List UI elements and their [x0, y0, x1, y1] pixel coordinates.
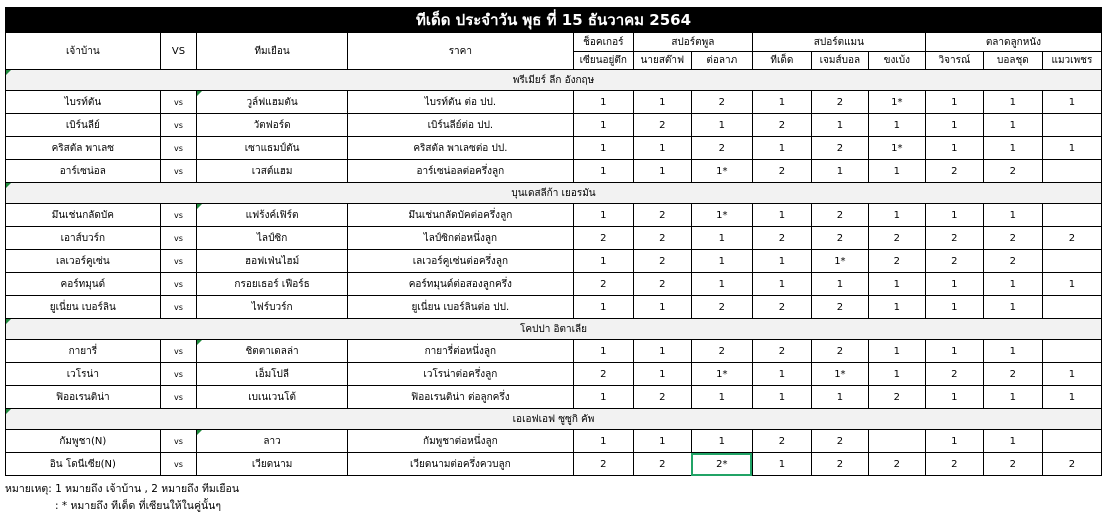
pick-cell[interactable]: 1: [752, 363, 811, 386]
away-team-cell[interactable]: เบเนเวนโต้: [197, 386, 348, 409]
pick-cell[interactable]: 1: [925, 91, 983, 114]
handicap-price-cell[interactable]: กัมพูชาต่อหนึ่งลูก: [347, 430, 573, 453]
pick-cell[interactable]: 1: [868, 273, 925, 296]
pick-cell[interactable]: 2: [752, 296, 811, 319]
pick-cell[interactable]: 2: [752, 114, 811, 137]
pick-cell[interactable]: 1: [691, 386, 752, 409]
header-tipster[interactable]: แมวเพชร: [1042, 52, 1101, 70]
away-team-cell[interactable]: เอ็มโปลี: [197, 363, 348, 386]
match-row: [6, 250, 1102, 273]
home-team-cell[interactable]: เอาส์บวร์ก: [6, 227, 161, 250]
away-team-cell[interactable]: ฮอฟเฟ่นไฮม์: [197, 250, 348, 273]
pick-cell[interactable]: 1: [752, 453, 811, 476]
home-team-cell[interactable]: กัมพูชา(N): [6, 430, 161, 453]
note-line-2[interactable]: : * หมายถึง ทีเด็ด ที่เซียนให้ในคู่นั้นๆ: [55, 500, 222, 512]
home-team-cell[interactable]: อิน โดนีเซีย(N): [6, 453, 161, 476]
pick-cell[interactable]: 2: [573, 363, 633, 386]
pick-cell[interactable]: 1: [811, 386, 868, 409]
pick-cell[interactable]: 1: [983, 386, 1042, 409]
pick-cell[interactable]: 1: [1042, 363, 1101, 386]
pick-cell[interactable]: 2: [1042, 453, 1101, 476]
away-team-cell[interactable]: ไลป์ซิก: [197, 227, 348, 250]
pick-cell[interactable]: 1: [1042, 91, 1101, 114]
pick-cell[interactable]: 2: [691, 91, 752, 114]
pick-cell[interactable]: 2: [633, 453, 691, 476]
pick-cell[interactable]: 1: [573, 386, 633, 409]
pick-cell[interactable]: 1*: [691, 363, 752, 386]
pick-cell[interactable]: 2: [868, 227, 925, 250]
home-team-cell[interactable]: คอร์ทมุนด์: [6, 273, 161, 296]
league-name[interactable]: บุนเดสลีก้า เยอรมัน: [6, 183, 1102, 204]
pick-cell[interactable]: 2: [868, 453, 925, 476]
pick-cell[interactable]: 2: [925, 227, 983, 250]
pick-cell[interactable]: 1*: [811, 250, 868, 273]
vs-cell[interactable]: vs: [160, 250, 197, 273]
pick-cell[interactable]: 1: [691, 114, 752, 137]
handicap-price-cell[interactable]: มึนเช่นกลัดบัคต่อครึ่งลูก: [347, 204, 573, 227]
pick-cell[interactable]: [1042, 430, 1101, 453]
tips-table: [5, 7, 1102, 476]
home-team-cell[interactable]: มึนเช่นกลัดบัค: [6, 204, 161, 227]
header-tipster[interactable]: ต่อลาภ: [691, 52, 752, 70]
away-team-cell[interactable]: ลาว: [197, 430, 348, 453]
pick-cell[interactable]: [1042, 340, 1101, 363]
pick-cell[interactable]: 1: [752, 91, 811, 114]
pick-cell[interactable]: 1: [925, 296, 983, 319]
league-name[interactable]: โคปปา อิตาเลีย: [6, 319, 1102, 340]
league-row: [6, 319, 1102, 340]
vs-cell[interactable]: vs: [160, 340, 197, 363]
home-team-cell[interactable]: คริสตัล พาเลซ: [6, 137, 161, 160]
match-row: [6, 386, 1102, 409]
pick-cell[interactable]: 2: [983, 363, 1042, 386]
pick-cell[interactable]: 2: [752, 340, 811, 363]
pick-cell[interactable]: 1: [633, 160, 691, 183]
pick-cell[interactable]: 2: [811, 453, 868, 476]
handicap-price-cell[interactable]: เลเวอร์คูเซ่นต่อครึ่งลูก: [347, 250, 573, 273]
pick-cell[interactable]: 2: [983, 227, 1042, 250]
home-team-cell[interactable]: ไบรท์ตัน: [6, 91, 161, 114]
pick-cell[interactable]: 1: [573, 114, 633, 137]
header-price[interactable]: ราคา: [347, 33, 573, 70]
pick-cell[interactable]: 2: [633, 273, 691, 296]
pick-cell[interactable]: 2: [811, 204, 868, 227]
home-team-cell[interactable]: ยูเนี่ยน เบอร์ลิน: [6, 296, 161, 319]
pick-cell[interactable]: 1: [983, 296, 1042, 319]
pick-cell[interactable]: 1: [925, 204, 983, 227]
header-group-shocker[interactable]: ช็อคเกอร์: [573, 33, 633, 52]
handicap-price-cell[interactable]: ไลป์ซิกต่อหนึ่งลูก: [347, 227, 573, 250]
pick-cell[interactable]: 1: [752, 250, 811, 273]
pick-cell[interactable]: 2: [925, 160, 983, 183]
pick-cell[interactable]: 1: [811, 160, 868, 183]
pick-cell[interactable]: 1: [925, 273, 983, 296]
match-row: [6, 227, 1102, 250]
pick-cell[interactable]: 2: [811, 340, 868, 363]
vs-cell[interactable]: vs: [160, 91, 197, 114]
header-tipster[interactable]: เจมส์บอล: [811, 52, 868, 70]
pick-cell[interactable]: 2: [633, 227, 691, 250]
header-home[interactable]: เจ้าบ้าน: [6, 33, 161, 70]
pick-cell[interactable]: 2: [1042, 227, 1101, 250]
pick-cell[interactable]: 1: [1042, 137, 1101, 160]
handicap-price-cell[interactable]: ไบรท์ตัน ต่อ ปป.: [347, 91, 573, 114]
match-row: [6, 453, 1102, 476]
league-row: [6, 409, 1102, 430]
pick-cell[interactable]: 1: [983, 137, 1042, 160]
header-tipster[interactable]: วิจารณ์: [925, 52, 983, 70]
pick-cell[interactable]: 1: [983, 114, 1042, 137]
header-group-talad-lukhnang[interactable]: ตลาดลูกหนัง: [925, 33, 1101, 52]
pick-cell[interactable]: 1: [752, 386, 811, 409]
pick-cell[interactable]: 1: [573, 296, 633, 319]
match-row: [6, 91, 1102, 114]
vs-cell[interactable]: vs: [160, 114, 197, 137]
pick-cell[interactable]: 1: [573, 137, 633, 160]
pick-cell[interactable]: 2: [633, 114, 691, 137]
pick-cell[interactable]: 1: [633, 137, 691, 160]
pick-cell[interactable]: 1: [1042, 273, 1101, 296]
pick-cell[interactable]: [1042, 250, 1101, 273]
pick-cell[interactable]: 1: [811, 273, 868, 296]
handicap-price-cell[interactable]: ยูเนี่ยน เบอร์ลินต่อ ปป.: [347, 296, 573, 319]
vs-cell[interactable]: vs: [160, 160, 197, 183]
vs-cell[interactable]: vs: [160, 453, 197, 476]
pick-cell[interactable]: 1: [868, 204, 925, 227]
match-row: [6, 204, 1102, 227]
pick-cell[interactable]: 2: [573, 273, 633, 296]
page-title[interactable]: ทีเด็ด ประจำวัน พุธ ที่ 15 ธันวาคม 2564: [6, 8, 1102, 33]
pick-cell[interactable]: 2: [925, 250, 983, 273]
pick-cell[interactable]: 1: [752, 137, 811, 160]
header-group-sportpool[interactable]: สปอร์ตพูล: [633, 33, 752, 52]
pick-cell[interactable]: 1: [811, 114, 868, 137]
away-team-cell[interactable]: ชิตตาเดลล่า: [197, 340, 348, 363]
handicap-price-cell[interactable]: เวียดนามต่อครึ่งควบลูก: [347, 453, 573, 476]
pick-cell[interactable]: 1: [633, 296, 691, 319]
header-tipster[interactable]: ขงเบ้ง: [868, 52, 925, 70]
pick-cell[interactable]: 1: [573, 204, 633, 227]
match-row: [6, 114, 1102, 137]
vs-cell[interactable]: vs: [160, 363, 197, 386]
pick-cell[interactable]: [1042, 296, 1101, 319]
pick-cell[interactable]: 2: [752, 160, 811, 183]
pick-cell[interactable]: 1: [691, 273, 752, 296]
league-name[interactable]: พรีเมียร์ ลีก อังกฤษ: [6, 70, 1102, 91]
pick-cell[interactable]: 1: [925, 137, 983, 160]
pick-cell[interactable]: 2: [811, 91, 868, 114]
header-tipster[interactable]: นายสต๊าฟ: [633, 52, 691, 70]
header-vs[interactable]: VS: [160, 33, 197, 70]
pick-cell[interactable]: 2: [868, 250, 925, 273]
vs-cell[interactable]: vs: [160, 386, 197, 409]
home-team-cell[interactable]: กายารี่: [6, 340, 161, 363]
match-row: [6, 363, 1102, 386]
pick-cell[interactable]: 1*: [868, 137, 925, 160]
pick-cell[interactable]: 1: [925, 340, 983, 363]
away-team-cell[interactable]: ไฟร์บวร์ก: [197, 296, 348, 319]
handicap-price-cell[interactable]: เบิร์นลีย์ต่อ ปป.: [347, 114, 573, 137]
pick-cell[interactable]: 2: [983, 453, 1042, 476]
vs-cell[interactable]: vs: [160, 296, 197, 319]
pick-cell[interactable]: 1: [633, 340, 691, 363]
away-team-cell[interactable]: เซาแธมป์ตัน: [197, 137, 348, 160]
match-row: [6, 160, 1102, 183]
pick-cell[interactable]: [1042, 114, 1101, 137]
vs-cell[interactable]: vs: [160, 430, 197, 453]
handicap-price-cell[interactable]: อาร์เซน่อลต่อครึ่งลูก: [347, 160, 573, 183]
pick-cell[interactable]: 2: [983, 250, 1042, 273]
pick-cell[interactable]: 2: [691, 137, 752, 160]
pick-cell[interactable]: 1: [983, 430, 1042, 453]
pick-cell[interactable]: 2: [691, 296, 752, 319]
pick-cell[interactable]: 2: [925, 363, 983, 386]
handicap-price-cell[interactable]: คริสตัล พาเลซต่อ ปป.: [347, 137, 573, 160]
pick-cell-selected[interactable]: 2*: [691, 453, 752, 476]
home-team-cell[interactable]: เวโรน่า: [6, 363, 161, 386]
pick-cell[interactable]: 1: [633, 363, 691, 386]
vs-cell[interactable]: vs: [160, 204, 197, 227]
notes: [5, 481, 239, 515]
pick-cell[interactable]: [1042, 160, 1101, 183]
match-row: [6, 430, 1102, 453]
handicap-price-cell[interactable]: เวโรน่าต่อครึ่งลูก: [347, 363, 573, 386]
pick-cell[interactable]: 1: [573, 430, 633, 453]
handicap-price-cell[interactable]: กายารี่ต่อหนึ่งลูก: [347, 340, 573, 363]
pick-cell[interactable]: 2: [633, 386, 691, 409]
pick-cell[interactable]: 2: [983, 160, 1042, 183]
pick-cell[interactable]: 2: [811, 430, 868, 453]
pick-cell[interactable]: 2: [752, 430, 811, 453]
note-line-1[interactable]: หมายเหตุ: 1 หมายถึง เจ้าบ้าน , 2 หมายถึง ทีมเยือน: [5, 483, 240, 495]
pick-cell[interactable]: 1: [752, 204, 811, 227]
match-row: [6, 340, 1102, 363]
pick-cell[interactable]: 1*: [811, 363, 868, 386]
pick-cell[interactable]: 1: [1042, 386, 1101, 409]
pick-cell[interactable]: [1042, 204, 1101, 227]
pick-cell[interactable]: 2: [573, 453, 633, 476]
pick-cell[interactable]: 1: [633, 430, 691, 453]
away-team-cell[interactable]: วูล์ฟแฮมตัน: [197, 91, 348, 114]
home-team-cell[interactable]: อาร์เซน่อล: [6, 160, 161, 183]
handicap-price-cell[interactable]: ฟิออเรนติน่า ต่อลูกครึ่ง: [347, 386, 573, 409]
pick-cell[interactable]: 1: [633, 91, 691, 114]
pick-cell[interactable]: 1: [691, 227, 752, 250]
pick-cell[interactable]: 1: [691, 250, 752, 273]
pick-cell[interactable]: 1: [752, 273, 811, 296]
vs-cell[interactable]: vs: [160, 137, 197, 160]
home-team-cell[interactable]: เบิร์นลีย์: [6, 114, 161, 137]
pick-cell[interactable]: 1: [691, 430, 752, 453]
pick-cell[interactable]: 1: [983, 273, 1042, 296]
pick-cell[interactable]: 2: [752, 227, 811, 250]
pick-cell[interactable]: 2: [633, 204, 691, 227]
pick-cell[interactable]: 1: [573, 250, 633, 273]
pick-cell[interactable]: 2: [811, 296, 868, 319]
pick-cell[interactable]: 2: [811, 137, 868, 160]
header-group-sportman[interactable]: สปอร์ตแมน: [752, 33, 925, 52]
away-team-cell[interactable]: เวียดนาม: [197, 453, 348, 476]
home-team-cell[interactable]: เลเวอร์คูเซ่น: [6, 250, 161, 273]
spreadsheet: [5, 7, 1102, 476]
pick-cell[interactable]: 1: [573, 340, 633, 363]
away-team-cell[interactable]: เวสต์แฮม: [197, 160, 348, 183]
handicap-price-cell[interactable]: คอร์ทมุนด์ต่อสองลูกครึ่ง: [347, 273, 573, 296]
away-team-cell[interactable]: แฟร้งค์เฟิร์ต: [197, 204, 348, 227]
pick-cell[interactable]: 2: [691, 340, 752, 363]
pick-cell[interactable]: 1: [573, 160, 633, 183]
league-row: [6, 183, 1102, 204]
header-away[interactable]: ทีมเยือน: [197, 33, 348, 70]
pick-cell[interactable]: 2: [925, 453, 983, 476]
pick-cell[interactable]: 1: [983, 91, 1042, 114]
league-row: [6, 70, 1102, 91]
away-team-cell[interactable]: กรอยเธอร์ เฟือร์ธ: [197, 273, 348, 296]
header-tipster[interactable]: ทีเด็ด: [752, 52, 811, 70]
pick-cell[interactable]: 1*: [691, 160, 752, 183]
pick-cell[interactable]: 1: [925, 114, 983, 137]
match-row: [6, 296, 1102, 319]
pick-cell[interactable]: 1: [983, 340, 1042, 363]
away-team-cell[interactable]: วัตฟอร์ด: [197, 114, 348, 137]
pick-cell[interactable]: 1: [925, 430, 983, 453]
pick-cell[interactable]: 2: [868, 386, 925, 409]
pick-cell[interactable]: [868, 430, 925, 453]
header-tipster[interactable]: เซียนอยู่ตึก: [573, 52, 633, 70]
pick-cell[interactable]: 1: [868, 160, 925, 183]
vs-cell[interactable]: vs: [160, 273, 197, 296]
pick-cell[interactable]: 1: [925, 386, 983, 409]
pick-cell[interactable]: 2: [811, 227, 868, 250]
home-team-cell[interactable]: ฟิออเรนติน่า: [6, 386, 161, 409]
pick-cell[interactable]: 1: [868, 114, 925, 137]
pick-cell[interactable]: 1: [983, 204, 1042, 227]
pick-cell[interactable]: 1*: [691, 204, 752, 227]
pick-cell[interactable]: 1: [868, 363, 925, 386]
pick-cell[interactable]: 1: [573, 91, 633, 114]
match-row: [6, 137, 1102, 160]
league-name[interactable]: เอเอฟเอฟ ซูซูกิ คัพ: [6, 409, 1102, 430]
pick-cell[interactable]: 2: [633, 250, 691, 273]
pick-cell[interactable]: 2: [573, 227, 633, 250]
header-tipster[interactable]: บอลชุด: [983, 52, 1042, 70]
pick-cell[interactable]: 1: [868, 340, 925, 363]
pick-cell[interactable]: 1*: [868, 91, 925, 114]
vs-cell[interactable]: vs: [160, 227, 197, 250]
pick-cell[interactable]: 1: [868, 296, 925, 319]
match-row: [6, 273, 1102, 296]
